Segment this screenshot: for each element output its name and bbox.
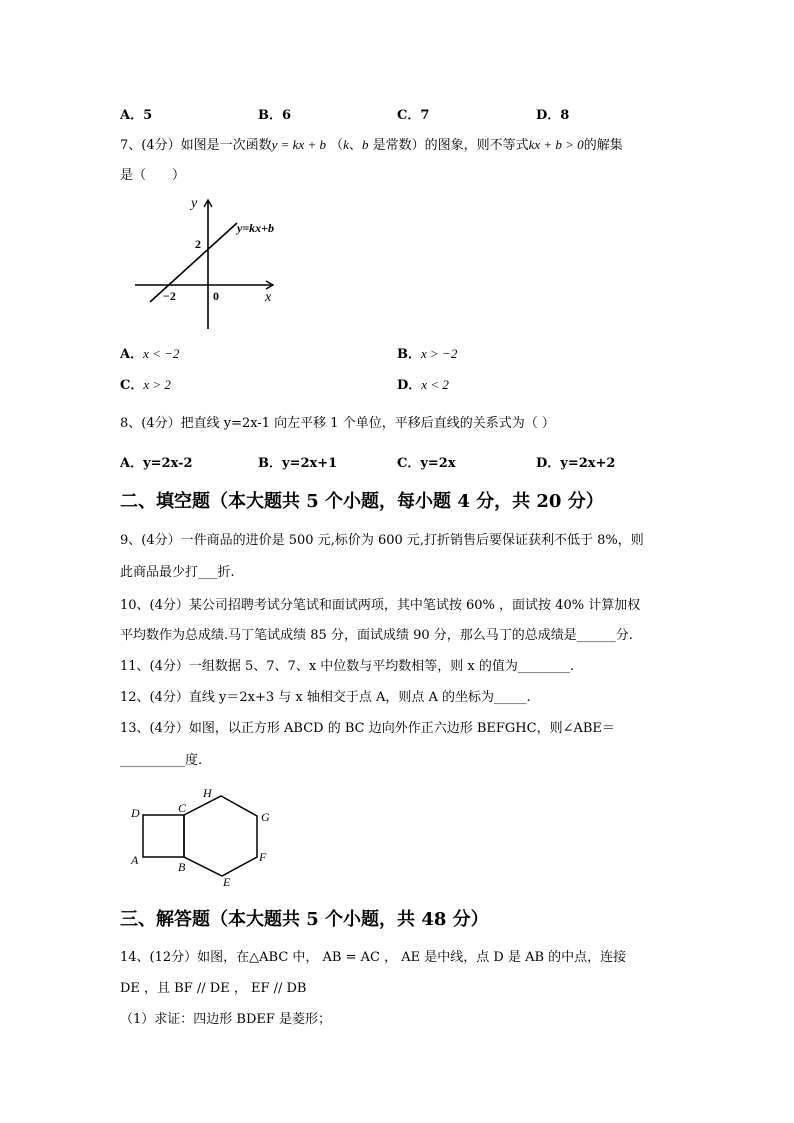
- label-b: B: [178, 860, 186, 874]
- q7-graph: [125, 192, 295, 337]
- label-c: C: [178, 801, 187, 815]
- square-abcd: [143, 815, 184, 857]
- q14-line1: 14、(12分）如图，在△ABC 中， AB = AC ， AE 是中线，点 D 是 AB 的中点，连接: [120, 950, 627, 965]
- x-intercept-label: −2: [163, 289, 176, 303]
- label-g: G: [261, 810, 270, 824]
- q14-line2: DE ，且 BF // DE ， EF // DB: [120, 981, 307, 996]
- q7-stem-line2: 是（ ）: [120, 168, 186, 183]
- q8-option-d: D．y=2x+2: [536, 456, 616, 471]
- label-f: F: [259, 850, 267, 864]
- q13-line1: 13、(4分）如图，以正方形 ABCD 的 BC 边向外作正六边形 BEFGHC，则∠ABE＝: [120, 721, 615, 736]
- q8-stem: 8、(4分）把直线 y=2x-1 向左平移 1 个单位，平移后直线的关系式为（ ）: [120, 416, 555, 431]
- q6-option-b: B．6: [258, 108, 292, 123]
- origin-label: 0: [213, 289, 219, 303]
- x-axis-label: x: [265, 290, 272, 305]
- q7-option-c: C．x > 2: [120, 377, 171, 393]
- q6-option-a: A．5: [120, 108, 153, 123]
- line-label: y=kx+b: [237, 221, 275, 235]
- q10-line2: 平均数作为总成绩.马丁笔试成绩 85 分，面试成绩 90 分，那么马丁的总成绩是______分.: [120, 628, 633, 643]
- q8-option-a: A．y=2x-2: [120, 456, 193, 471]
- q7-option-b: B．x > −2: [397, 346, 458, 362]
- label-a: A: [131, 853, 139, 867]
- q6-option-c: C．7: [397, 108, 430, 123]
- section-3-title: 三、解答题（本大题共 5 个小题，共 48 分）: [120, 909, 489, 930]
- q14-part1: （1）求证：四边形 BDEF 是菱形；: [120, 1012, 332, 1027]
- label-d: D: [131, 806, 140, 820]
- q7-option-a: A．x < −2: [120, 346, 180, 362]
- q12-stem: 12、(4分）直线 y＝2x+3 与 x 轴相交于点 A，则点 A 的坐标为_____.: [120, 690, 531, 705]
- q13-figure: [125, 784, 285, 894]
- hexagon-befghc: [184, 796, 257, 876]
- label-h: H: [203, 786, 212, 800]
- section-2-title: 二、填空题（本大题共 5 个小题，每小题 4 分，共 20 分）: [120, 491, 604, 512]
- y-intercept-label: 2: [195, 237, 201, 251]
- q8-option-c: C．y=2x: [397, 456, 456, 471]
- label-e: E: [223, 875, 231, 889]
- q10-line1: 10、(4分）某公司招聘考试分笔试和面试两项，其中笔试按 60% ，面试按 40% 计算加权: [120, 598, 641, 613]
- q9-line1: 9、(4分）一件商品的进价是 500 元,标价为 600 元,打折销售后要保证获利不低于 8%，则: [120, 533, 644, 548]
- q13-line2: __________度.: [120, 753, 203, 768]
- q6-option-d: D．8: [536, 108, 570, 123]
- q7-option-d: D．x < 2: [397, 377, 449, 393]
- q11-stem: 11、(4分）一组数据 5、7、7、x 中位数与平均数相等，则 x 的值为________.: [120, 659, 575, 674]
- q8-option-b: B．y=2x+1: [258, 456, 338, 471]
- y-axis-label: y: [191, 196, 198, 211]
- q7-stem: 7、(4分）如图是一次函数y = kx + b （k、b 是常数）的图象，则不等式kx + b > 0的解集: [120, 137, 623, 153]
- q9-line2: 此商品最少打___折.: [120, 565, 235, 580]
